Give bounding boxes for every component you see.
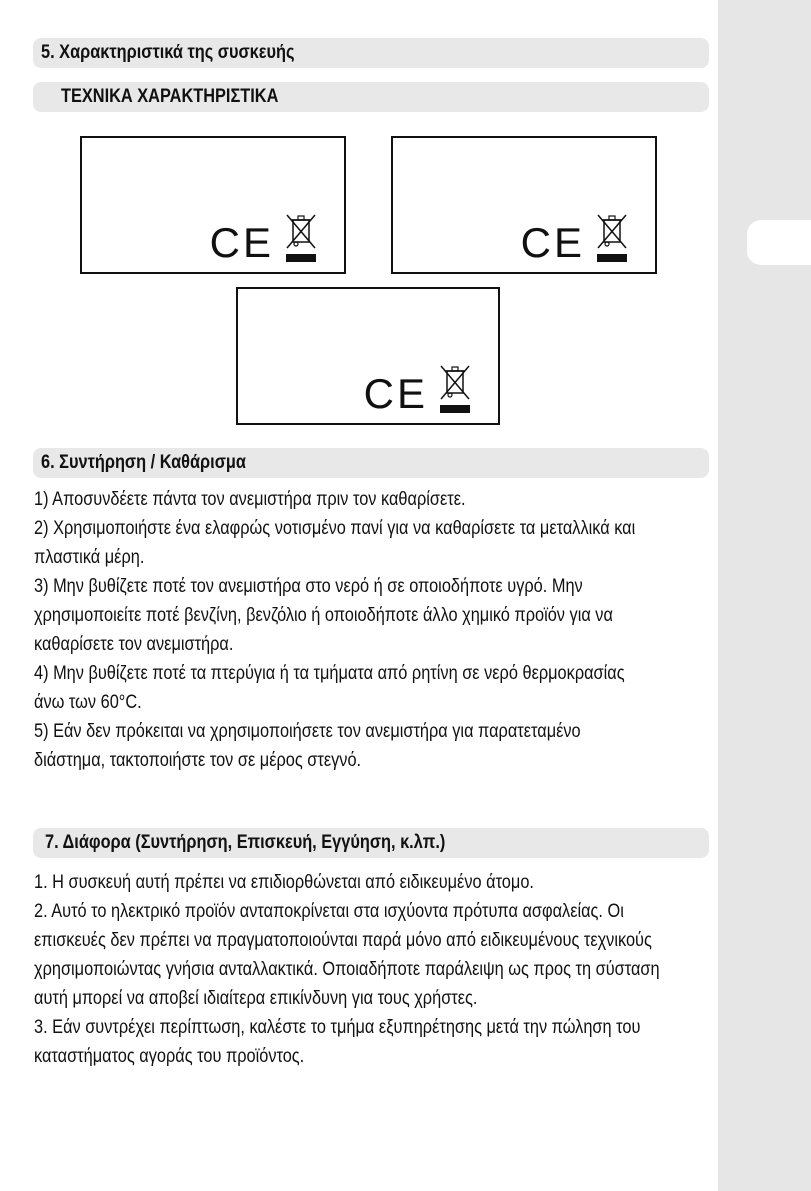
- ce-mark: CE: [520, 219, 585, 266]
- paragraph-line: 2. Αυτό το ηλεκτρικό προϊόν ανταποκρίνεται στα ισχύοντα πρότυπα ασφαλείας. Οι: [34, 901, 624, 922]
- paragraph-line: αυτή μπορεί να αποβεί ιδιαίτερα επικίνδυνη για τους χρήστες.: [34, 988, 478, 1009]
- paragraph-line: 1) Αποσυνδέετε πάντα τον ανεμιστήρα πριν τον καθαρίσετε.: [34, 489, 466, 510]
- rating-label-box-2: [391, 136, 657, 274]
- paragraph-line: καθαρίσετε τον ανεμιστήρα.: [34, 634, 234, 655]
- section-6-heading: [33, 448, 709, 478]
- paragraph-line: καταστήματος αγοράς του προϊόντος.: [34, 1046, 305, 1067]
- page-margin-band: [718, 0, 811, 1191]
- paragraph-line: 5) Εάν δεν πρόκειται να χρησιμοποιήσετε τον ανεμιστήρα για παρατεταμένο: [34, 721, 581, 742]
- paragraph-line: χρησιμοποιείτε ποτέ βενζίνη, βενζόλιο ή οποιοδήποτε άλλο χημικό προϊόν για να: [34, 605, 613, 626]
- section-6-title: 6. Συντήρηση / Καθάρισμα: [41, 452, 246, 473]
- paragraph-line: χρησιμοποιώντας γνήσια ανταλλακτικά. Οποιαδήποτε παράλειψη ως προς τη σύσταση: [34, 959, 660, 980]
- paragraph-line: πλαστικά μέρη.: [34, 547, 145, 568]
- weee-crossed-bin-icon: [284, 212, 318, 264]
- section-6-body: [34, 485, 724, 775]
- ce-mark: CE: [363, 370, 428, 417]
- section-7-heading: [33, 828, 709, 858]
- paragraph-line: επισκευές δεν πρέπει να πραγματοποιούνται παρά μόνο από ειδικευμένους τεχνικούς: [34, 930, 652, 951]
- weee-crossed-bin-icon: [438, 363, 472, 415]
- paragraph-line: άνω των 60°C.: [34, 692, 142, 713]
- paragraph-line: 4) Μην βυθίζετε ποτέ τα πτερύγια ή τα τμήματα από ρητίνη σε νερό θερμοκρασίας: [34, 663, 625, 684]
- section-7-title: 7. Διάφορα (Συντήρηση, Επισκευή, Εγγύηση, κ.λπ.): [45, 832, 446, 853]
- technical-specs-heading: [33, 82, 709, 112]
- paragraph-line: 2) Χρησιμοποιήστε ένα ελαφρώς νοτισμένο πανί για να καθαρίσετε τα μεταλλικά και: [34, 518, 636, 539]
- page-thumb-tab: [747, 220, 811, 265]
- paragraph-line: διάστημα, τακτοποιήστε τον σε μέρος στεγνό.: [34, 750, 362, 771]
- paragraph-line: 3) Μην βυθίζετε ποτέ τον ανεμιστήρα στο νερό ή σε οποιοδήποτε υγρό. Μην: [34, 576, 583, 597]
- rating-label-box-1: [80, 136, 346, 274]
- weee-crossed-bin-icon: [595, 212, 629, 264]
- paragraph-line: 1. Η συσκευή αυτή πρέπει να επιδιορθώνεται από ειδικευμένο άτομο.: [34, 872, 534, 893]
- technical-specs-title: ΤΕΧΝΙΚΑ ΧΑΡΑΚΤΗΡΙΣΤΙΚΑ: [61, 86, 279, 107]
- section-5-title: 5. Χαρακτηριστικά της συσκευής: [41, 42, 295, 63]
- section-5-heading: [33, 38, 709, 68]
- ce-mark: CE: [209, 219, 274, 266]
- section-7-body: [34, 868, 724, 1071]
- paragraph-line: 3. Εάν συντρέχει περίπτωση, καλέστε το τμήμα εξυπηρέτησης μετά την πώληση του: [34, 1017, 641, 1038]
- rating-label-box-3: [236, 287, 500, 425]
